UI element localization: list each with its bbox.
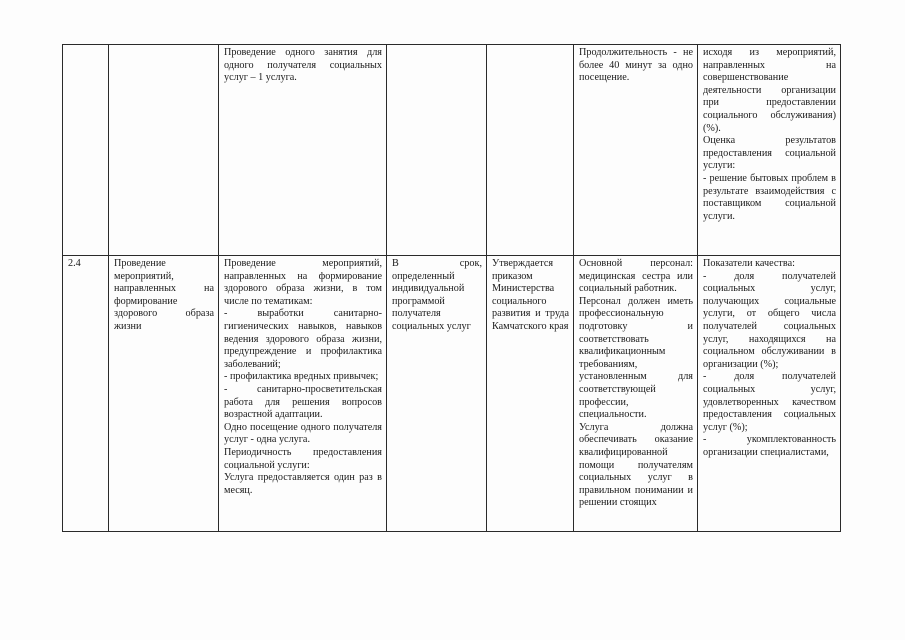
content-text: - санитарно-просветительская работа для решения вопросов возрастной адаптации. xyxy=(224,383,382,421)
content-text: - профилактика вредных привычек; xyxy=(224,371,379,383)
cell-conditions xyxy=(574,256,698,532)
term-text: В срок, определенный индивидуальной программой получателя социальных услуг xyxy=(392,258,482,332)
content-text: Периодичность предоставления социальной услуги: xyxy=(224,446,382,471)
conditions-text: Продолжительность - не более 40 минут за одно посещение. xyxy=(579,47,693,84)
cell-tariff xyxy=(487,256,574,532)
content-text: Услуга предоставляется один раз в месяц. xyxy=(224,472,382,496)
cell-service-content xyxy=(219,45,387,256)
quality-text: Оценка результатов предоставления социальной услуги: xyxy=(703,135,836,172)
cell-term xyxy=(387,256,487,532)
row-number: 2.4 xyxy=(68,258,81,269)
quality-text: - укомплектованность организации специалистами, xyxy=(703,434,836,458)
cell-tariff xyxy=(487,45,574,256)
content-text: - выработки санитарно-гигиенических навыков, навыков ведения здорового образа жизни, предупреждение и профилактика заболеваний; xyxy=(224,308,382,370)
quality-text: исходя из мероприятий, направленных на совершенствование деятельности организации при предоставлении социального обслуживания) (%). xyxy=(703,47,836,134)
quality-text: Показатели качества: xyxy=(703,258,795,269)
quality-text: - доля получателей социальных услуг, удовлетворенных качеством предоставления социальных услуг (%); xyxy=(703,371,836,433)
content-text: Одно посещение одного получателя услуг - одна услуга. xyxy=(224,421,382,446)
service-name: Проведение мероприятий, направленных на формирование здорового образа жизни xyxy=(114,258,214,332)
cell-conditions xyxy=(574,45,698,256)
table-row xyxy=(63,45,841,256)
cell-term xyxy=(387,45,487,256)
cell-service-name xyxy=(109,45,219,256)
cell-service-name xyxy=(109,256,219,532)
content-text: Проведение одного занятия для одного получателя социальных услуг – 1 услуга. xyxy=(224,47,382,84)
cell-quality xyxy=(698,256,841,532)
cell-number xyxy=(63,256,109,532)
conditions-text: Услуга должна обеспечивать оказание квалифицированной помощи получателям социальных услуг в правильном понимании и решении стоящих xyxy=(579,421,693,509)
cell-service-content xyxy=(219,256,387,532)
quality-text: - доля получателей социальных услуг, получающих социальные услуги, от общего числа получателей социальных услуг, находящихся на социальном обслуживании в организации (%); xyxy=(703,270,836,370)
content-text: Проведение мероприятий, направленных на формирование здорового образа жизни, в том числе по тематикам: xyxy=(224,258,382,307)
tariff-text: Утверждается приказом Министерства социального развития и труда Камчатского края xyxy=(492,258,569,332)
services-table xyxy=(62,44,841,532)
table-row xyxy=(63,256,841,532)
quality-text: - решение бытовых проблем в результате взаимодействия с поставщиком социальной услуги. xyxy=(703,172,836,222)
cell-quality xyxy=(698,45,841,256)
cell-number xyxy=(63,45,109,256)
conditions-text: Основной персонал: медицинская сестра или социальный работник. xyxy=(579,258,693,295)
conditions-text: Персонал должен иметь профессиональную подготовку и соответствовать квалификационным требованиям, установленным для соответствующей профессии, специальности. xyxy=(579,295,693,421)
